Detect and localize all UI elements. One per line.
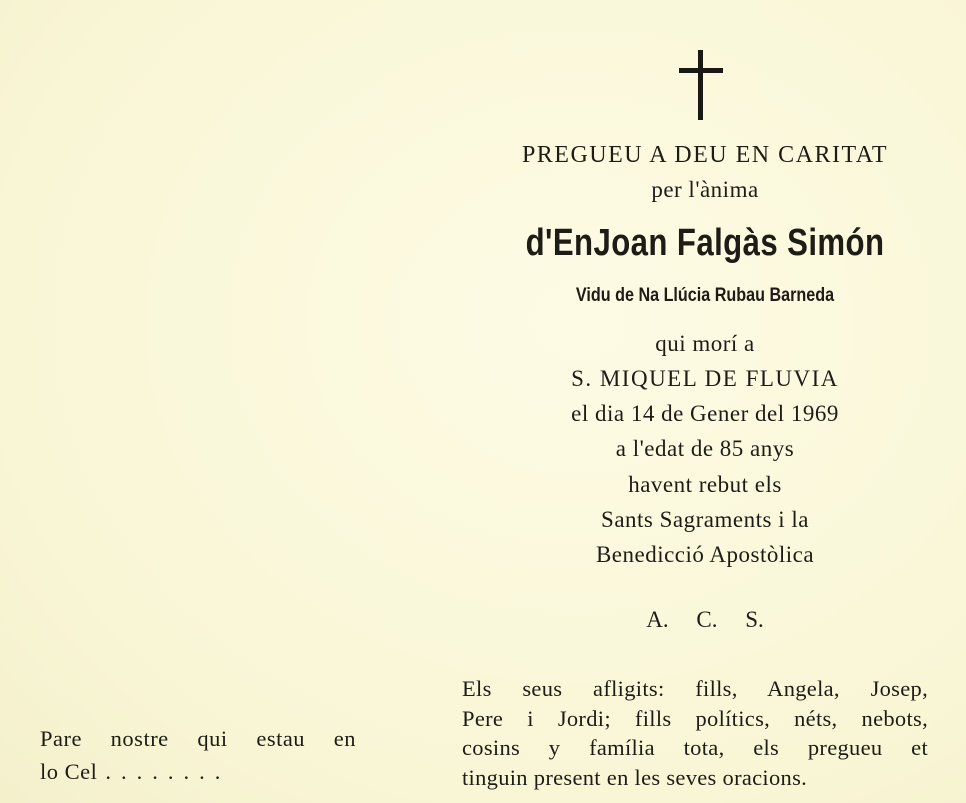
family-line: Pere i Jordi; fills polítics, néts, nebots,: [462, 705, 928, 731]
sacraments-line-3: Benedicció Apostòlica: [595, 542, 815, 567]
sacraments-line-2: Sants Sagraments i la: [601, 507, 809, 532]
death-date: el dia 14 de Gener del 1969: [571, 401, 839, 426]
acs-initials: A. C. S.: [646, 607, 764, 632]
prayer-line-1: Pare nostre qui estau en: [40, 726, 356, 751]
prayer-dots: ........: [105, 759, 231, 784]
deceased-name: d'EnJoan Falgàs Simón: [525, 222, 885, 264]
sacraments-line-1: havent rebut els: [628, 472, 782, 497]
prayer-text: [40, 722, 360, 788]
family-paragraph: [462, 674, 928, 792]
prayer-line-2-text: lo Cel: [40, 759, 98, 784]
family-line: Els seus afligits: fills, Angela, Josep,: [462, 676, 928, 701]
widower-line: Vidu de Na Llúcia Rubau Barneda: [575, 285, 835, 306]
family-line: tinguin present en les seves oracions.: [462, 764, 808, 790]
cross-icon: [679, 50, 723, 122]
death-place: S. MIQUEL DE FLUVIA: [571, 366, 839, 391]
card-subheading: per l'ànima: [651, 177, 759, 202]
death-age: a l'edat de 85 anys: [615, 436, 795, 461]
card-heading: PREGUEU A DEU EN CARITAT: [521, 142, 889, 168]
prayer-line-2: [40, 755, 360, 788]
family-line: cosins y família tota, els pregueu et: [462, 735, 928, 760]
death-line: qui morí a: [655, 331, 755, 356]
